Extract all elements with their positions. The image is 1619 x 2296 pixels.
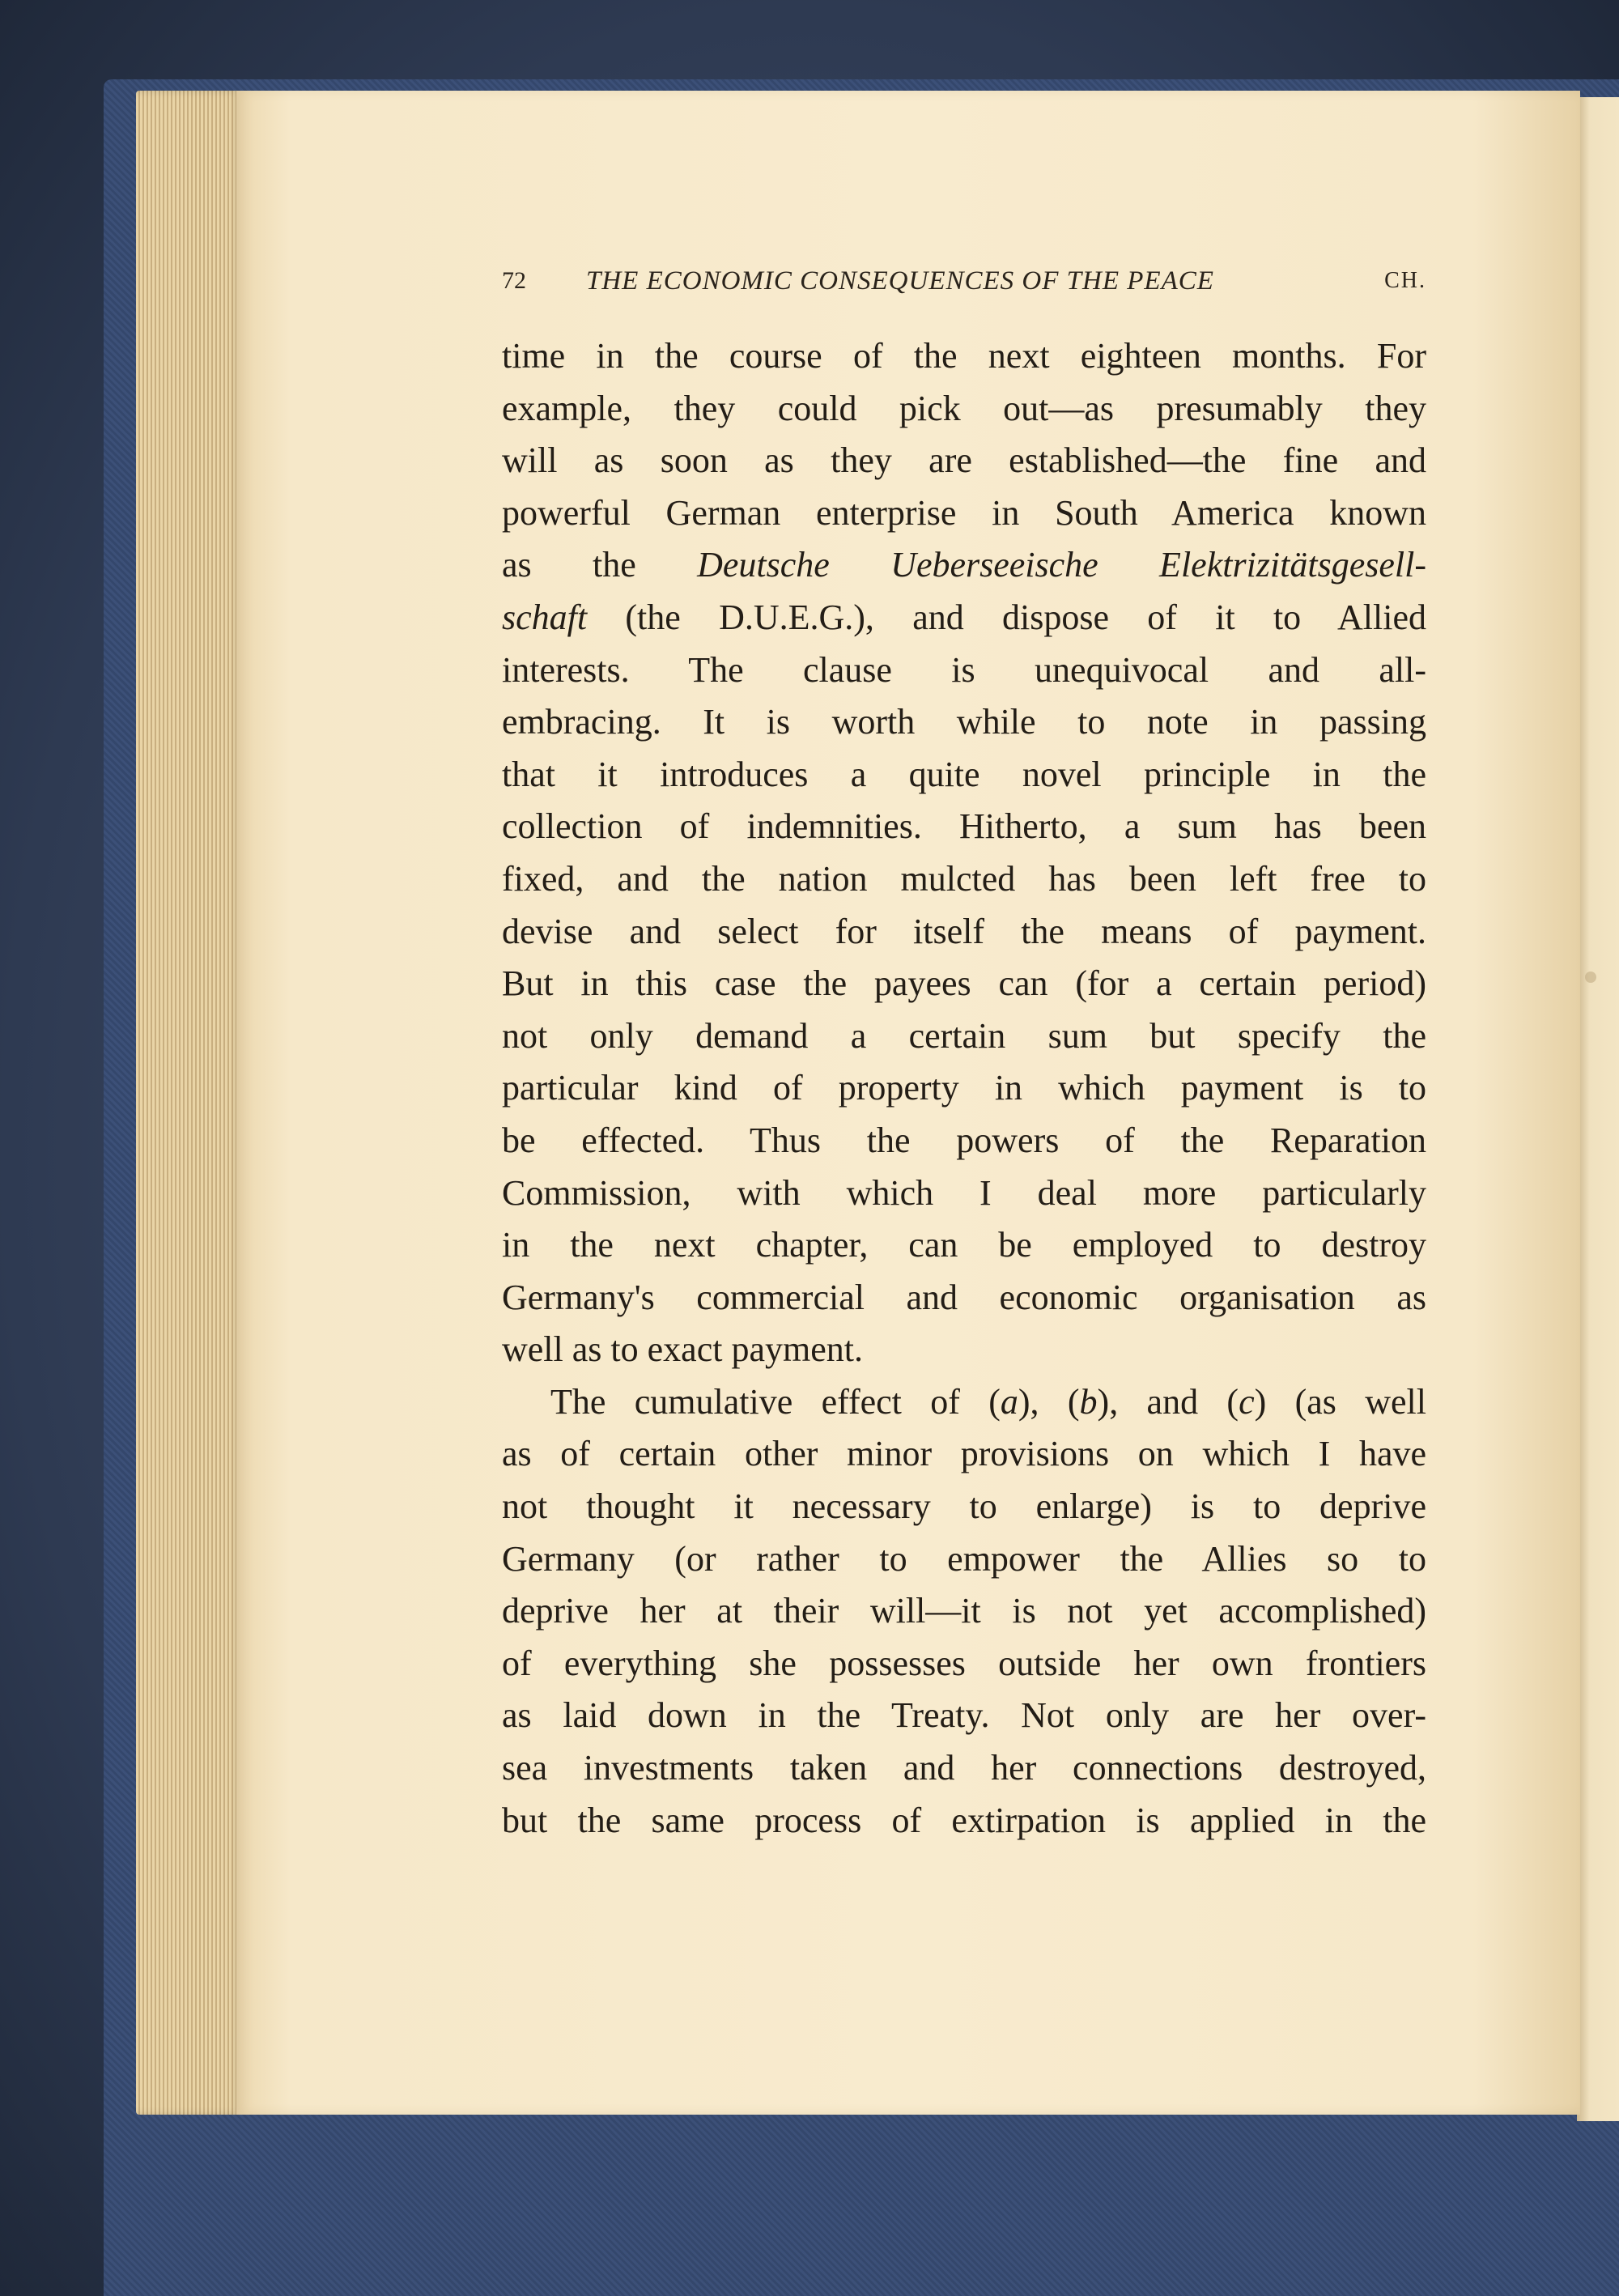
text-line: example, they could pick out—as presumably they — [502, 388, 1426, 428]
text-run: The cumulative effect of ( — [550, 1381, 1001, 1422]
text-line: be effected. Thus the powers of the Reparation — [502, 1120, 1426, 1160]
text-line: but the same process of extirpation is applied in the — [502, 1800, 1426, 1840]
text-line: will as soon as they are established—the fine and — [502, 440, 1426, 481]
text-line: Commission, with which I deal more particularly — [502, 1172, 1426, 1213]
text-line — [502, 539, 1426, 592]
italic-letter: b — [1079, 1381, 1098, 1422]
page-edges — [136, 91, 241, 2115]
text-run: ), and ( — [1097, 1381, 1239, 1422]
text-line: sea investments taken and her connections destroyed, — [502, 1748, 1426, 1788]
text-line: in the next chapter, can be employed to destroy — [502, 1225, 1426, 1265]
text-line: deprive her at their will—it is not yet accomplished) — [502, 1591, 1426, 1631]
italic-company-name-end: schaft — [502, 597, 588, 637]
text-line-indented — [502, 1376, 1426, 1429]
page-mark — [1585, 972, 1596, 983]
text-line: embracing. It is worth while to note in passing — [502, 702, 1426, 742]
text-run: ) (as well — [1254, 1381, 1426, 1422]
text-line: Germany (or rather to empower the Allies so to — [502, 1538, 1426, 1579]
italic-letter: a — [1000, 1381, 1018, 1422]
body-text — [502, 330, 1426, 1847]
text-run: as the — [502, 545, 698, 585]
text-line: fixed, and the nation mulcted has been left free to — [502, 858, 1426, 899]
chapter-label: CH. — [1384, 268, 1426, 293]
text-line: powerful German enterprise in South America known — [502, 492, 1426, 533]
text-line: of everything she possesses outside her own frontiers — [502, 1643, 1426, 1683]
page-number: 72 — [502, 267, 526, 294]
text-line: not only demand a certain sum but specify the — [502, 1015, 1426, 1056]
text-line: well as to exact payment. — [502, 1329, 863, 1370]
text-line: not thought it necessary to enlarge) is to deprive — [502, 1486, 1426, 1527]
italic-company-name: Deutsche Ueberseeische Elektrizitätsgesell- — [697, 545, 1426, 585]
text-line: particular kind of property in which payment is to — [502, 1068, 1426, 1108]
text-line: Germany's commercial and economic organisation as — [502, 1277, 1426, 1317]
italic-letter: c — [1239, 1381, 1255, 1422]
text-line: But in this case the payees can (for a certain period) — [502, 963, 1426, 1004]
text-line: that it introduces a quite novel principle in the — [502, 754, 1426, 794]
text-run: (the D.U.E.G.), and dispose of it to Allied — [587, 597, 1426, 637]
book-title: THE ECONOMIC CONSEQUENCES OF THE PEACE — [586, 266, 1214, 296]
text-line — [502, 592, 1426, 644]
text-line: as laid down in the Treaty. Not only are her over- — [502, 1695, 1426, 1736]
text-line: time in the course of the next eighteen months. For — [502, 336, 1426, 376]
running-head — [502, 261, 1426, 301]
text-line: collection of indemnities. Hitherto, a sum has been — [502, 806, 1426, 847]
text-run: ), ( — [1018, 1381, 1080, 1422]
facing-page-edge — [1577, 97, 1619, 2121]
text-line: interests. The clause is unequivocal and all- — [502, 649, 1426, 690]
text-line: as of certain other minor provisions on which I have — [502, 1434, 1426, 1474]
text-line: devise and select for itself the means of payment. — [502, 911, 1426, 951]
